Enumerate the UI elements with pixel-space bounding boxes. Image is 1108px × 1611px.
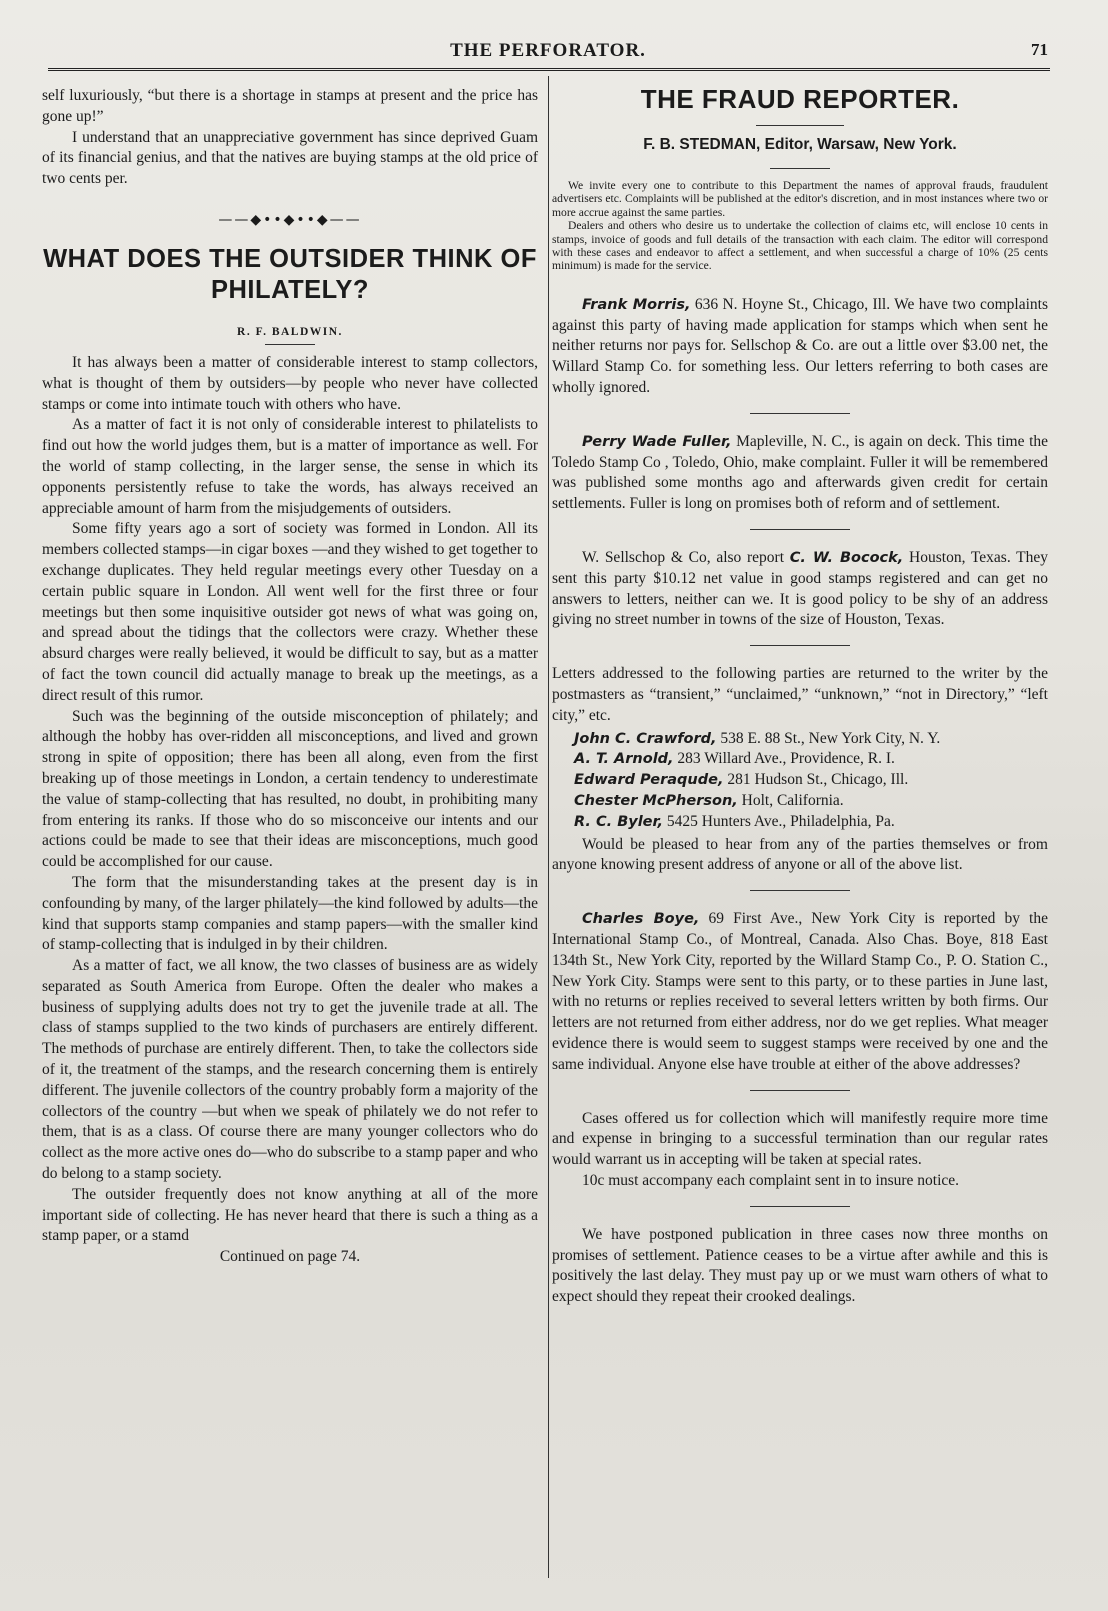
entry-name: Edward Peraqude, [574, 772, 724, 789]
opening-paragraph: I understand that an unappreciative government has since deprived Guam of its financial genius, and that the natives are buying stamps at the old price of two cents per. [42, 128, 538, 188]
collection-paragraph: 10c must accompany each complaint sent in to insure notice. [582, 1171, 960, 1189]
article-byline: R. F. BALDWIN. [237, 325, 343, 338]
left-column [42, 86, 538, 1268]
page-number: 71 [1031, 40, 1048, 59]
entry-address: 283 Willard Ave., Providence, R. I. [673, 750, 895, 768]
list-item [552, 770, 1048, 791]
report-fuller [552, 432, 1048, 515]
article-paragraph: The form that the misunderstanding takes at the present day is in confounding by many, of the larger philately—the kind followed by adults—the kind that supports stamp companies and stamp papers—with the smaller kind of stamp-collecting that is indulged in by their children. [42, 873, 538, 954]
article-paragraph: As a matter of fact it is not only of considerable interest to philatelists to find out how the world judges them, but is a matter of importance as well. For the world of stamp collecting, in the larger sense, the sense in which its opponents persistently refuse to take the words, has always received an appreciable amount of harm from the misjudgements of outsiders. [42, 416, 538, 517]
report-text: Mapleville, N. C., is again on deck. This time the Toledo Stamp Co , Toledo, Ohio, make complaint. Fuller it will be remembered was published some months ago and afterwards given credit for certain settlements. Fuller is long on promises both of reform and of settlement. [552, 432, 1048, 513]
report-prefix: W. Sellschop & Co, also report [582, 549, 790, 567]
postponed-paragraph: We have postponed publication in three cases now three months on promises of settlement. Patience ceases to be a virtue after awhile and this is positively the last delay. They must pay up or we must warn others of what to expect should they repeat their crooked dealings. [552, 1225, 1048, 1306]
opening-paragraph: self luxuriously, “but there is a shortage in stamps at present and the price has gone up!” [42, 87, 538, 125]
article-paragraph: The outsider frequently does not know anything at all of the more important side of collecting. He has never heard that there is such a thing as a stamp paper, or a stamd [42, 1185, 538, 1245]
entry-name: Chester McPherson, [574, 792, 738, 809]
list-item [552, 812, 1048, 833]
entry-name: R. C. Byler, [574, 813, 664, 830]
returned-letters-list [552, 729, 1048, 833]
report-morris [552, 295, 1048, 399]
item-separator [750, 413, 850, 414]
notice-paragraph: Dealers and others who desire us to undertake the collection of claims etc, will enclose 10 cents in stamps, invoice of goods and full details of the transaction with each claim. The editor will correspond with these cases and endeavor to affect a settlement, and when successful a charge of 10% (25 cents minimum) is made for the service. [552, 219, 1048, 273]
list-item [552, 729, 1048, 750]
entry-name: A. T. Arnold, [574, 751, 674, 768]
byline-rule [265, 344, 315, 345]
editor-line: F. B. STEDMAN, Editor, Warsaw, New York. [643, 136, 957, 153]
section-title: THE FRAUD REPORTER. [640, 84, 960, 114]
entry-address: Holt, California. [737, 791, 844, 809]
collection-paragraph: Cases offered us for collection which will manifestly require more time and expense in bringing to a successful termination than our regular rates would warrant us in accepting will be taken at special rates. [552, 1109, 1048, 1169]
list-item [552, 749, 1048, 770]
column-divider [548, 76, 549, 1578]
title-rule [756, 125, 844, 126]
running-title: THE PERFORATOR. [450, 40, 646, 61]
item-separator [750, 1090, 850, 1091]
report-text: Houston, Texas. They sent this party $10.12 net value in good stamps registered and can get no answers to letters, neither can we. It is good policy to be shy of an address giving no street number in towns of the size of Houston, Texas. [552, 549, 1048, 629]
ornament-divider: ——◆••◆••◆—— [218, 211, 362, 228]
item-separator [750, 529, 850, 530]
list-item [552, 791, 1048, 812]
report-text: 69 First Ave., New York City is reported by the International Stamp Co., of Montreal, Canada. Also Chas. Boye, 818 East 134th St., New York City, reported by the Willard Stamp Co., P. O. Station C., New York City. Stamps were sent to this party, or to these parties in June last, with no returns or replies received to several letters written by both firms. Our letters are not returned from either address, nor do we get replies. What meager evidence there is would seem to suggest stamps were received by one and the same individual. Anyone else have trouble at either of the above addresses? [552, 910, 1048, 1073]
report-name: Frank Morris, [582, 296, 691, 313]
editor-rule [770, 168, 830, 169]
article-paragraph: Such was the beginning of the outside misconception of philately; and although the hobby has over-ridden all misconceptions, and lived and grown strong in spite of opposition; there has been all along, even from the first breaking up of those meetings in London, a certain tendency to underestimate the value of stamp-collecting that has resulted, no doubt, in prohibiting many from entering its ranks. If those who do so misconceive our intents and our actions could be made to see that their ideas are misconceptions, much good could be accomplished for our cause. [42, 707, 538, 871]
returned-letters-closing: Would be pleased to hear from any of the parties themselves or from anyone knowing present address of anyone or all of the above list. [552, 835, 1048, 874]
report-text: 636 N. Hoyne St., Chicago, Ill. We have two complaints against this party of having made application for stamps which when sent he neither returns nor pays for. Sellschop & Co. are out a little over $3.00 net, the Willard Stamp Co. for something less. Our letters referring to both cases are wholly ignored. [552, 295, 1048, 397]
returned-letters-intro: Letters addressed to the following parties are returned to the writer by the postmasters as “transient,” “unclaimed,” “unknown,” “not in Directory,” “left city,” etc. [552, 665, 1048, 724]
entry-name: John C. Crawford, [574, 730, 717, 747]
article-paragraph: It has always been a matter of considerable interest to stamp collectors, what is thought of them by outsiders—by people who never have collected stamps or come into intimate touch with others who have. [42, 353, 538, 413]
header-rule [48, 68, 1050, 71]
report-name: Perry Wade Fuller, [582, 433, 732, 450]
entry-address: 281 Hudson St., Chicago, Ill. [723, 771, 909, 789]
notice-paragraph: We invite every one to contribute to this Department the names of approval frauds, fraudulent advertisers etc. Complaints will be published at the editor's discretion, and in most instances where two or more accrue against the same parties. [552, 179, 1048, 219]
running-header [48, 40, 1048, 66]
entry-address: 538 E. 88 St., New York City, N. Y. [716, 729, 941, 747]
article-paragraph: Some fifty years ago a sort of society was formed in London. All its members collected stamps—in cigar boxes —and they wished to get together to exchange duplicates. They held regular meetings every other Tuesday on a certain public square in London. All went well for the first three or four meetings but then some inquisitive outsider got news of what was going on, and spread about the tidings that the collectors were crazy. Whether these absurd charges were really believed, it would be difficult to say, but as a matter of fact the town council did actually manage to break up the meetings, as a direct result of this rumor. [42, 520, 538, 704]
right-column [552, 84, 1048, 1308]
report-name: Charles Boye, [582, 911, 700, 928]
item-separator [750, 1206, 850, 1207]
continued-note: Continued on page 74. [219, 1248, 361, 1266]
item-separator [750, 645, 850, 646]
item-separator [750, 890, 850, 891]
report-name: C. W. Bocock, [789, 550, 904, 567]
report-boye [552, 909, 1048, 1075]
article-title: WHAT DOES THE OUTSIDER THINK OF PHILATELY? [43, 244, 537, 304]
report-bocock [552, 548, 1048, 631]
article-paragraph: As a matter of fact, we all know, the two classes of business are as widely separated as South America from Europe. Often the dealer who makes a business of supplying adults does not try to get the juvenile trade at all. The class of stamps supplied to the two kinds of purchasers are entirely different. The methods of purchase are entirely different. Then, to take the collectors side of it, the treatment of the stamps, and the research concerning them is entirely different. The juvenile collectors of the country probably form a majority of the collectors of the country —but when we speak of philately we do not refer to them, that is as a class. Of course there are many younger collectors who do collect as the more active ones do—who do subscribe to a stamp paper and who do belong to a stamp society. [42, 957, 538, 1183]
entry-address: 5425 Hunters Ave., Philadelphia, Pa. [663, 812, 895, 830]
